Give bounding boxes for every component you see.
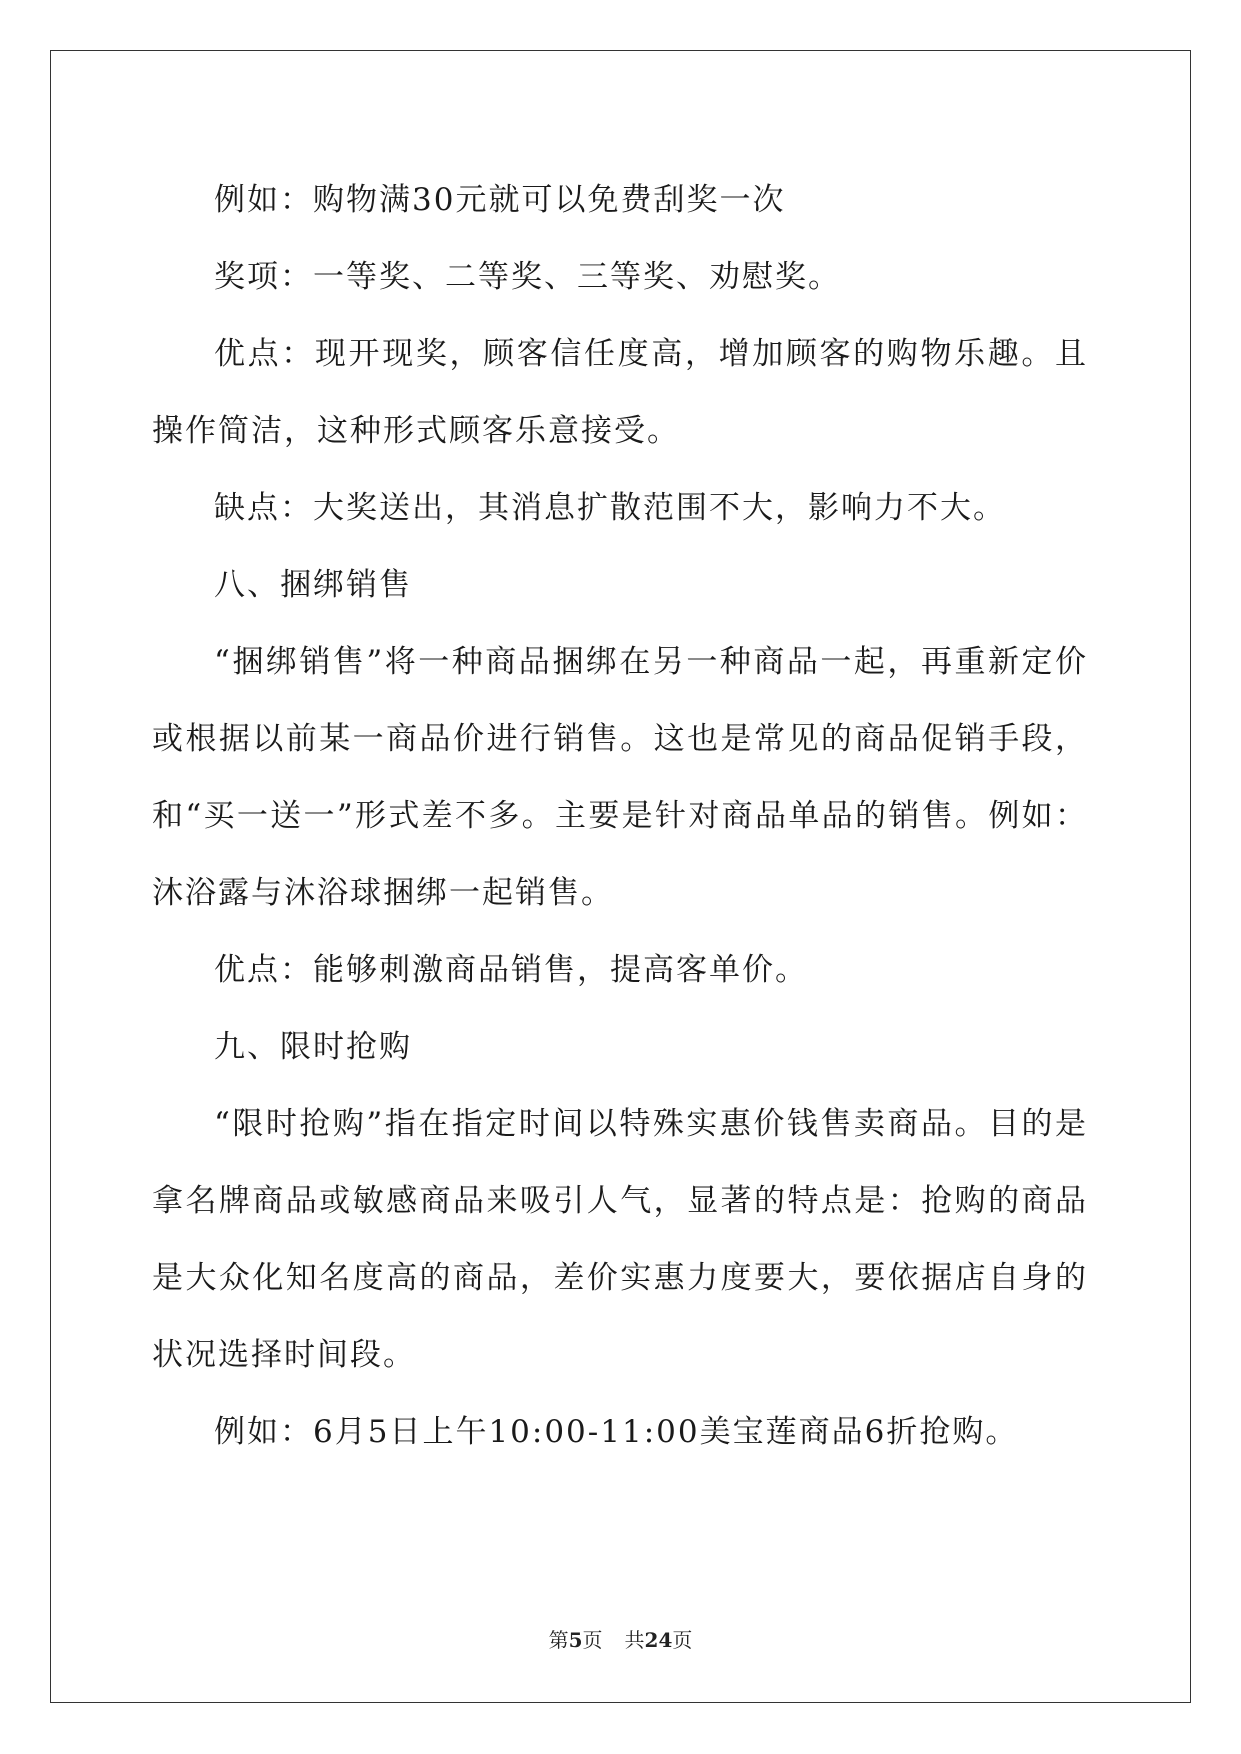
footer-total-pages: 24 (644, 1628, 673, 1652)
paragraph-example-scratch: 例如：购物满30元就可以免费刮奖一次 (214, 182, 786, 218)
paragraph-advantages-scratch: 优点：现开现奖，顾客信任度高，增加顾客的购物乐趣。且操作简洁，这种形式顾客乐意接受。 (152, 336, 1088, 449)
heading-flash-sale: 九、限时抢购 (214, 1029, 412, 1065)
page-footer (0, 1626, 1241, 1654)
footer-page-suffix: 页 (582, 1628, 603, 1652)
paragraph-advantages-bundle: 优点：能够刺激商品销售，提高客单价。 (214, 952, 808, 988)
footer-total-suffix: 页 (672, 1628, 693, 1652)
document-body (152, 162, 1088, 1471)
heading-bundle-sales: 八、捆绑销售 (214, 567, 412, 603)
footer-total-prefix: 共 (624, 1628, 645, 1652)
paragraph-flash-sale-description: “限时抢购”指在指定时间以特殊实惠价钱售卖商品。目的是拿名牌商品或敏感商品来吸引人气，显著的特点是：抢购的商品是大众化知名度高的商品，差价实惠力度要大，要依据店自身的状况选择时间段。 (152, 1106, 1088, 1373)
paragraph-example-flash-sale: 例如：6月5日上午10:00-11:00美宝莲商品6折抢购。 (214, 1414, 1019, 1450)
paragraph-disadvantages-scratch: 缺点：大奖送出，其消息扩散范围不大，影响力不大。 (214, 490, 1006, 526)
paragraph-prizes: 奖项：一等奖、二等奖、三等奖、劝慰奖。 (214, 259, 841, 295)
footer-current-page: 5 (568, 1628, 583, 1652)
paragraph-bundle-description: “捆绑销售”将一种商品捆绑在另一种商品一起，再重新定价或根据以前某一商品价进行销售。这也是常见的商品促销手段，和“买一送一”形式差不多。主要是针对商品单品的销售。例如：沐浴露与沐浴球捆绑一起销售。 (152, 644, 1088, 911)
footer-prefix: 第 (548, 1628, 569, 1652)
